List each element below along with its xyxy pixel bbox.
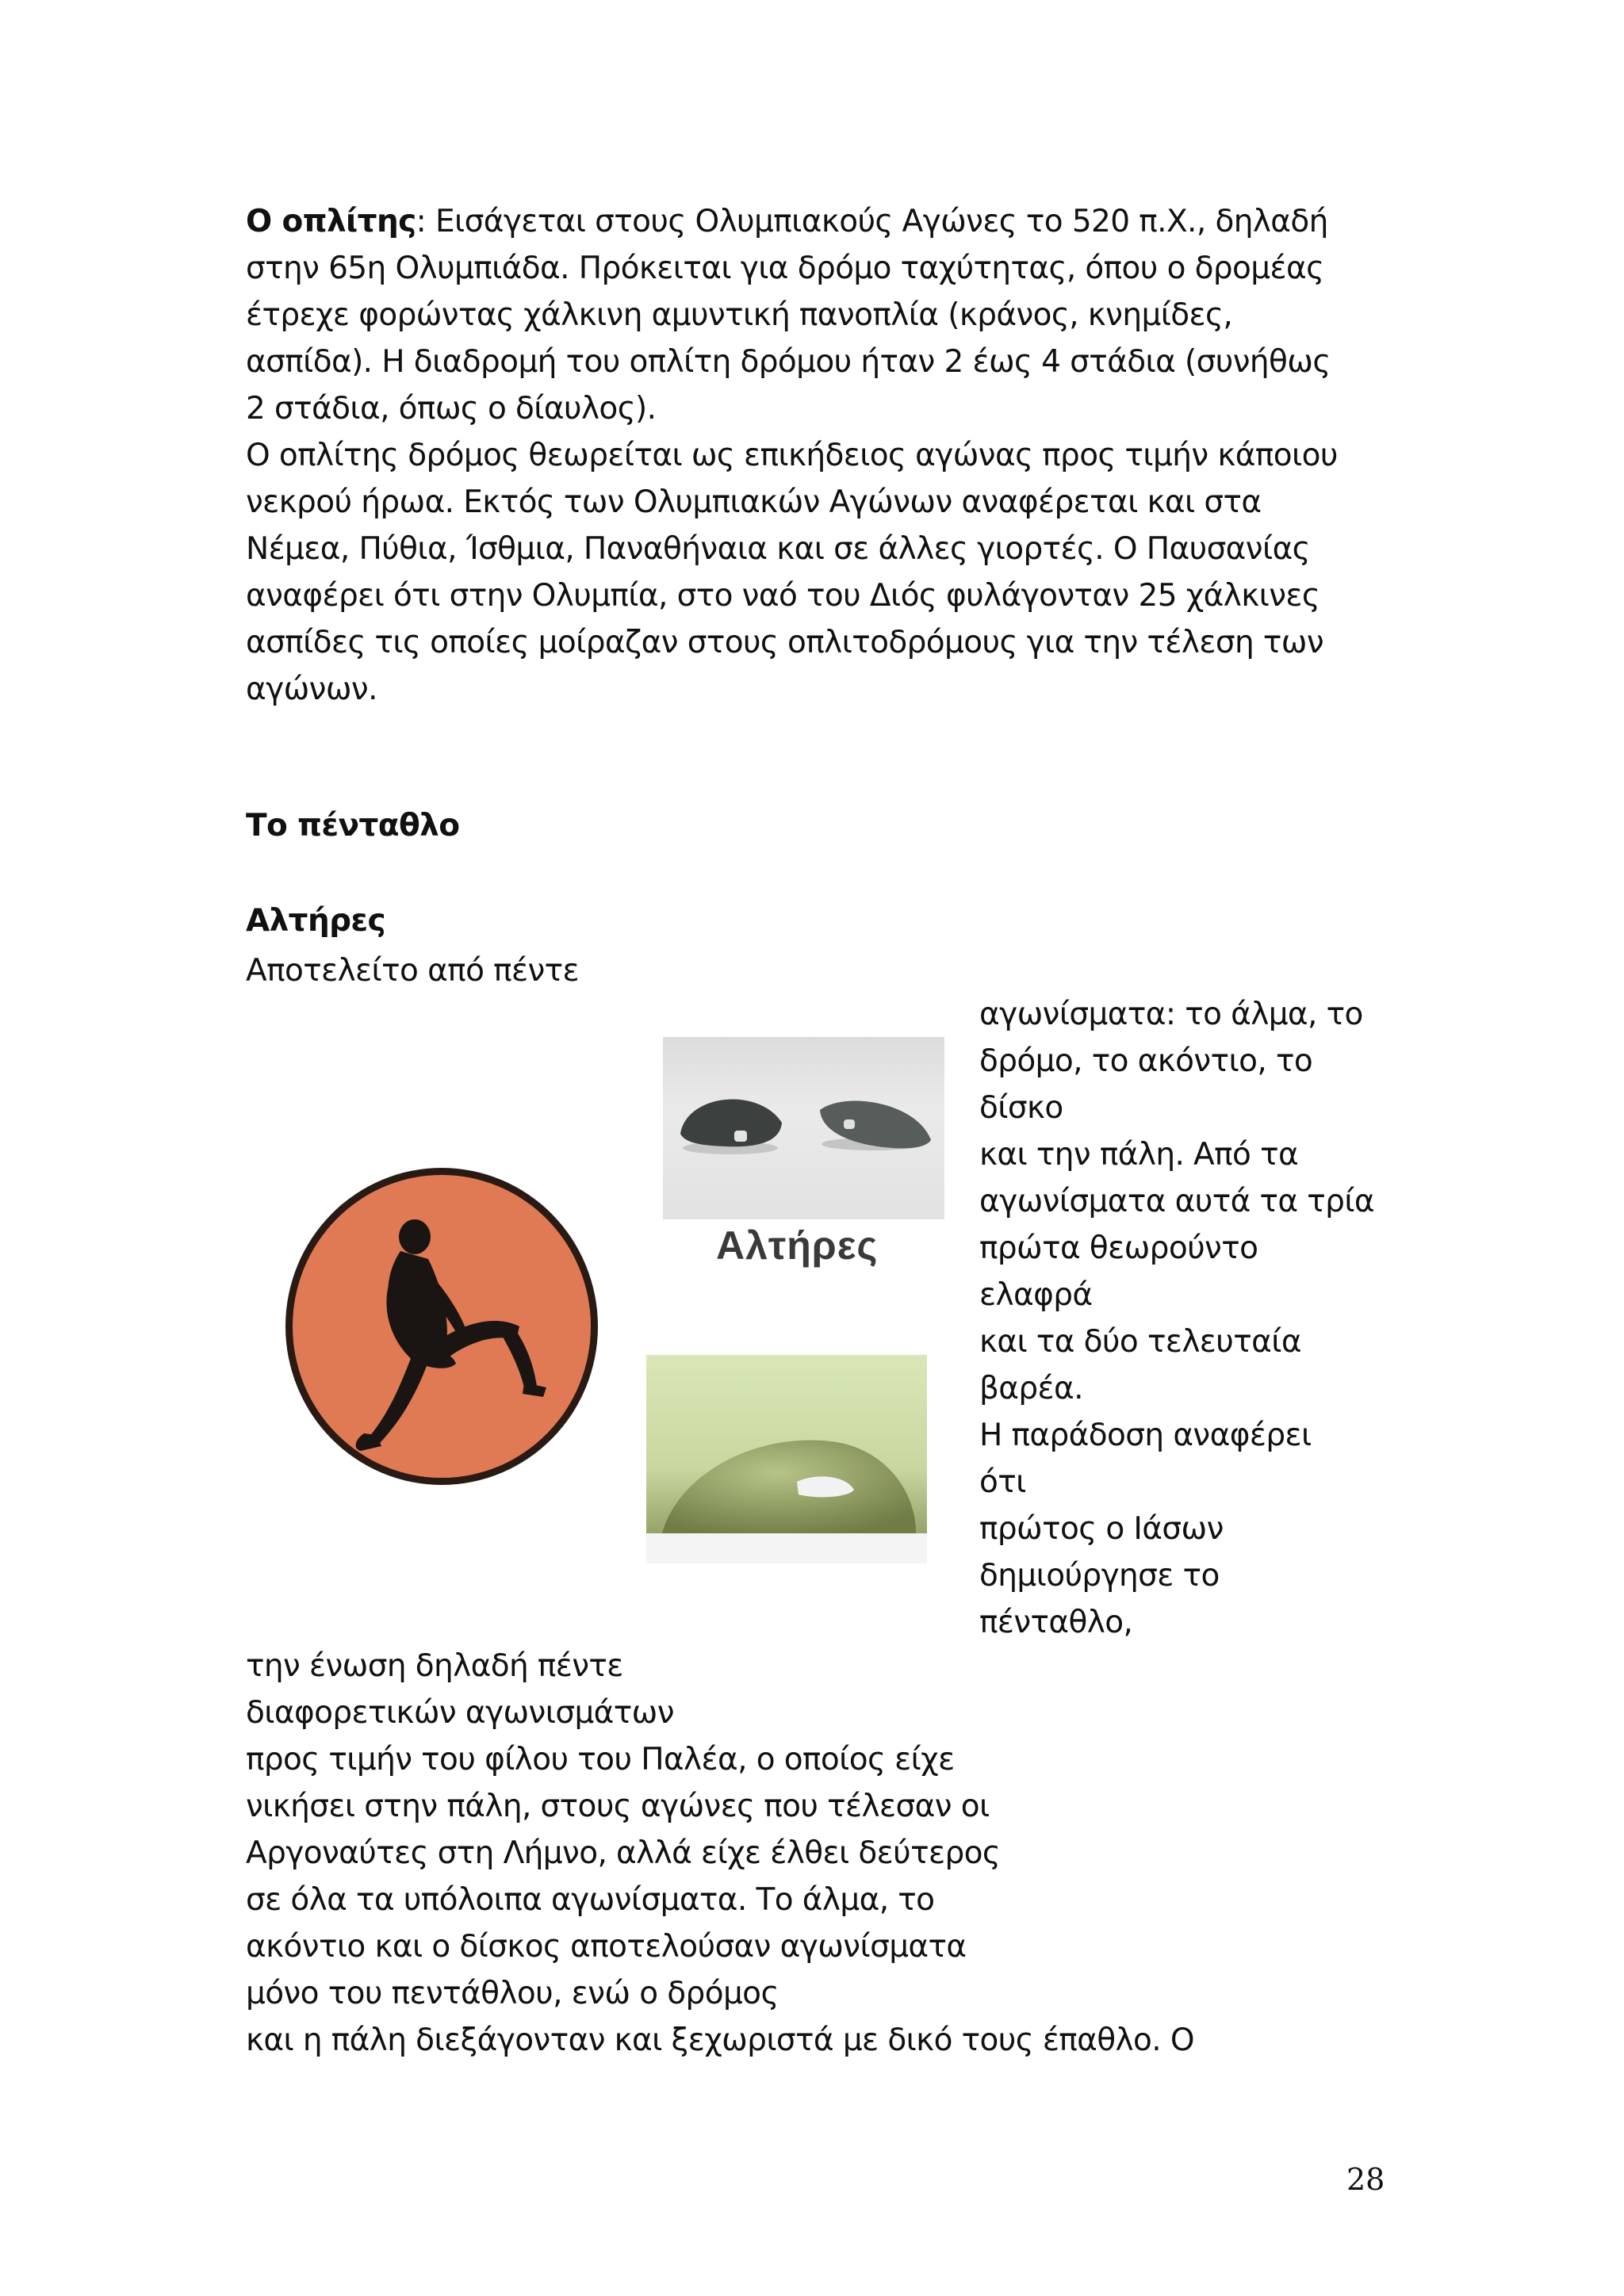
page-number: 28 (1346, 2162, 1385, 2197)
bottom-line-2: προς τιμήν του φίλου του Παλέα, ο οποίος είχε (246, 1742, 955, 1777)
right-line-9: Η παράδοση αναφέρει (979, 1418, 1312, 1453)
bottom-line-1: διαφορετικών αγωνισμάτων (246, 1695, 674, 1731)
bottom-line-4: Αργοναύτες στη Λήμνο, αλλά είχε έλθει δεύτερος (246, 1835, 1001, 1871)
hoplite-line-9: ασπίδες τις οποίες μοίραζαν στους οπλιτοδρόμους για την τέλεση των (246, 625, 1324, 660)
hoplite-line-7: Νέμεα, Πύθια, Ίσθμια, Παναθήναια και σε άλλες γιορτές. Ο Παυσανίας (246, 531, 1310, 567)
hoplite-first-line (246, 198, 1380, 245)
right-line-5: πρώτα θεωρούντο (979, 1230, 1258, 1266)
hoplite-line-2: έτρεχε φορώντας χάλκινη αμυντική πανοπλία (κράνος, κνημίδες, (246, 297, 1233, 333)
hoplite-line-1: στην 65η Ολυμπιάδα. Πρόκειται για δρόμο ταχύτητας, όπου ο δρομέας (246, 251, 1324, 286)
right-line-13: πένταθλο, (979, 1605, 1133, 1640)
bottom-line-0: την ένωση δηλαδή πέντε (246, 1648, 623, 1684)
jumper-medallion-image (282, 1164, 602, 1489)
hoplite-line-4: 2 στάδια, όπως ο δίαυλος). (246, 391, 657, 427)
right-line-11: πρώτος ο Ιάσων (979, 1511, 1224, 1547)
right-line-10: ότι (979, 1464, 1026, 1500)
hoplite-line-8: αναφέρει ότι στην Ολυμπία, στο ναό του Διός φυλάγονταν 25 χάλκινες (246, 578, 1320, 614)
hoplite-line-0: : Εισάγεται στους Ολυμπιακούς Αγώνες το 520 π.Χ., δηλαδή (416, 204, 1328, 239)
hoplite-line-6: νεκρού ήρωα. Εκτός των Ολυμπιακών Αγώνων αναφέρεται και στα (246, 484, 1262, 520)
halteres-image-caption: Αλτήρες (716, 1223, 879, 1268)
right-line-4: αγωνίσματα αυτά τα τρία (979, 1184, 1375, 1219)
green-halter-drawing (646, 1355, 927, 1563)
bottom-line-6: ακόντιο και ο δίσκος αποτελούσαν αγωνίσματα (246, 1929, 967, 1965)
halteres-stones-photo (663, 1037, 944, 1219)
right-line-0: αγωνίσματα: το άλμα, το (979, 997, 1363, 1032)
pentathlon-heading: Το πένταθλο (246, 808, 460, 844)
right-line-8: βαρέα. (979, 1371, 1083, 1406)
halteres-stones-drawing (663, 1037, 944, 1219)
hoplite-line-3: ασπίδα). Η διαδρομή του οπλίτη δρόμου ήταν 2 έως 4 στάδια (συνήθως (246, 344, 1331, 380)
hoplite-line-5: Ο οπλίτης δρόμος θεωρείται ως επικήδειος αγώνας προς τιμήν κάποιου (246, 438, 1338, 473)
bottom-line-3: νικήσει στην πάλη, στους αγώνες που τέλεσαν οι (246, 1789, 990, 1824)
alteres-heading: Αλτήρες (246, 903, 386, 939)
hoplite-paragraph (246, 198, 1380, 713)
hoplite-line-10: αγώνων. (246, 672, 377, 707)
green-halter-photo (646, 1355, 927, 1563)
hoplite-title: Ο οπλίτης (246, 204, 416, 239)
right-line-7: και τα δύο τελευταία (979, 1324, 1301, 1360)
right-line-1: δρόμο, το ακόντιο, το (979, 1043, 1313, 1079)
pentathlon-right-column (979, 991, 1374, 1646)
pentathlon-bottom-text (246, 1643, 1194, 2064)
pentathlon-intro: Αποτελείτο από πέντε (246, 953, 580, 989)
right-line-2: δίσκο (979, 1090, 1063, 1126)
right-line-12: δημιούργησε το (979, 1558, 1220, 1594)
bottom-line-5: σε όλα τα υπόλοιπα αγωνίσματα. Το άλμα, το (246, 1882, 935, 1918)
right-line-3: και την πάλη. Από τα (979, 1137, 1299, 1173)
bottom-line-8: και η πάλη διεξάγονταν και ξεχωριστά με δικό τους έπαθλο. Ο (246, 2022, 1194, 2058)
bottom-line-7: μόνο του πεντάθλου, ενώ ο δρόμος (246, 1976, 779, 2011)
right-line-6: ελαφρά (979, 1277, 1093, 1313)
